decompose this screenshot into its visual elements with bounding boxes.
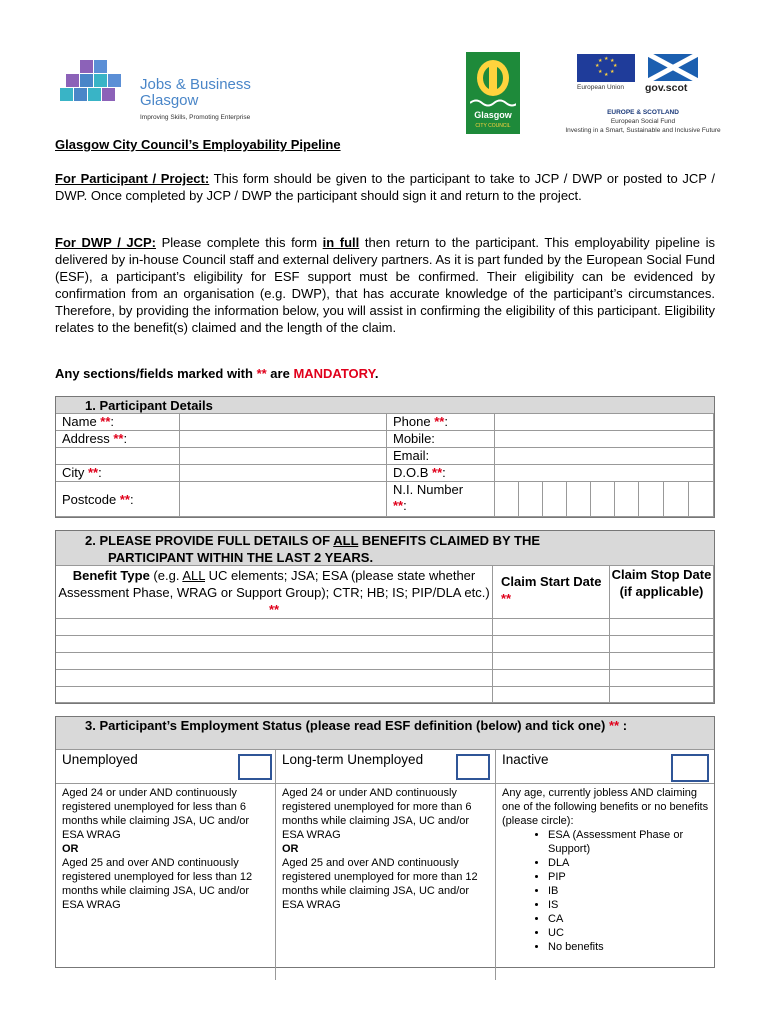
benefits-table xyxy=(55,530,715,704)
dwp-note xyxy=(55,234,715,336)
long-term-heading: Long-term Unemployed xyxy=(276,750,495,784)
mobile-label: Mobile: xyxy=(387,431,495,448)
esf-title: EUROPE & SCOTLAND xyxy=(607,109,679,116)
section-2-title: 2. PLEASE PROVIDE FULL DETAILS OF ALL BENEFITS CLAIMED BY THE PARTICIPANT WITHIN THE LAST 2 YEARS. xyxy=(56,531,714,566)
list-item[interactable]: • PIP xyxy=(548,870,710,884)
grid-logo-icon xyxy=(60,60,122,108)
claim-stop-input[interactable] xyxy=(610,687,714,703)
unemployed-heading: Unemployed xyxy=(56,750,275,784)
claim-stop-input[interactable] xyxy=(610,653,714,670)
long-term-or: OR xyxy=(282,843,299,855)
ni-char-box[interactable] xyxy=(664,482,689,517)
address-label: Address **: xyxy=(56,431,180,448)
ni-char-box[interactable] xyxy=(543,482,567,517)
svg-text:★: ★ xyxy=(598,58,603,64)
claim-start-input[interactable] xyxy=(493,670,610,687)
logo-tagline: Improving Skills, Promoting Enterprise xyxy=(140,114,251,121)
ni-char-box[interactable] xyxy=(639,482,664,517)
unemployed-tick-box[interactable] xyxy=(238,754,272,780)
claim-start-header: Claim Start Date ** xyxy=(493,566,610,619)
esf-line-2: Investing in a Smart, Sustainable and Inclusive Future xyxy=(565,127,721,134)
mandatory-mid: are xyxy=(266,366,294,381)
employment-status-table xyxy=(55,716,715,968)
mobile-input[interactable] xyxy=(495,431,714,448)
svg-text:★: ★ xyxy=(595,63,600,69)
name-input[interactable] xyxy=(180,414,387,431)
email-label: Email: xyxy=(387,448,495,465)
list-item[interactable]: • DLA xyxy=(548,856,710,870)
saltire-icon xyxy=(648,54,698,81)
participant-note xyxy=(55,170,715,204)
mandatory-note xyxy=(55,366,378,381)
email-input[interactable] xyxy=(495,448,714,465)
inactive-heading: Inactive xyxy=(496,750,714,784)
council-logo-sub: CITY COUNCIL xyxy=(475,123,511,129)
dwp-note-emphasis: in full xyxy=(322,235,360,250)
status-columns xyxy=(56,750,714,967)
claim-stop-header: Claim Stop Date (if applicable) xyxy=(610,566,714,619)
dob-label: D.O.B **: xyxy=(387,465,495,482)
gov-scot-label: gov.scot xyxy=(645,82,688,94)
name-label: Name **: xyxy=(56,414,180,431)
postcode-input[interactable] xyxy=(180,482,387,517)
mandatory-stars: ** xyxy=(256,366,267,381)
esf-logo-text xyxy=(548,108,738,135)
city-label: City **: xyxy=(56,465,180,482)
long-term-tick-box[interactable] xyxy=(456,754,490,780)
benefit-type-input[interactable] xyxy=(56,687,493,703)
postcode-label: Postcode **: xyxy=(56,482,180,517)
list-item[interactable]: • IS xyxy=(548,898,710,912)
claim-start-input[interactable] xyxy=(493,687,610,703)
phone-label: Phone **: xyxy=(387,414,495,431)
crest-icon xyxy=(474,58,512,98)
long-term-part-2: Aged 25 and over AND continuously registered unemployed for more than 12 months while claiming JSA, UC and/or ESA WRAG xyxy=(282,857,478,911)
glasgow-city-council-logo xyxy=(466,52,520,134)
status-unemployed xyxy=(56,750,276,980)
status-inactive xyxy=(496,750,714,980)
mandatory-end: . xyxy=(374,366,379,381)
address-input[interactable] xyxy=(180,431,387,448)
dwp-note-label: For DWP / JCP: xyxy=(55,235,157,250)
list-item[interactable]: • No benefits xyxy=(548,940,710,954)
council-logo-name: Glasgow xyxy=(474,110,512,120)
jobs-business-glasgow-logo xyxy=(60,60,280,124)
claim-start-input[interactable] xyxy=(493,619,610,636)
svg-text:★: ★ xyxy=(613,63,618,69)
esf-line-1: European Social Fund xyxy=(610,118,676,125)
benefit-type-header: Benefit Type (e.g. ALL UC elements; JSA; ESA (please state whether Assessment Phase, WRAG or Support Group); CTR; HB; IS; PIP/DLA etc.) ** xyxy=(56,566,493,619)
page-title: Glasgow City Council’s Employability Pipeline xyxy=(55,137,341,152)
list-item[interactable]: • UC xyxy=(548,926,710,940)
inactive-definition xyxy=(496,784,714,954)
dob-input[interactable] xyxy=(495,465,714,482)
participant-note-label: For Participant / Project: xyxy=(55,171,210,186)
logo-line-2: Glasgow xyxy=(140,92,199,109)
ni-char-box[interactable] xyxy=(567,482,591,517)
inactive-intro: Any age, currently jobless AND claiming one of the following benefits or no benefits (please circle): xyxy=(502,787,709,827)
ni-char-box[interactable] xyxy=(519,482,543,517)
svg-text:★: ★ xyxy=(610,69,615,75)
section-1-title: 1. Participant Details xyxy=(56,397,714,414)
city-input[interactable] xyxy=(180,465,387,482)
unemployed-or: OR xyxy=(62,843,79,855)
mandatory-pre: Any sections/fields marked with xyxy=(55,366,257,381)
benefit-type-input[interactable] xyxy=(56,619,493,636)
svg-text:★: ★ xyxy=(598,69,603,75)
claim-start-input[interactable] xyxy=(493,636,610,653)
phone-input[interactable] xyxy=(495,414,714,431)
unemployed-part-2: Aged 25 and over AND continuously registered unemployed for less than 12 months while claiming JSA, UC and/or ESA WRAG xyxy=(62,857,253,911)
svg-text:★: ★ xyxy=(604,72,609,78)
dwp-note-text-2: then return to the participant. This employability pipeline is delivered by in-house Council staff and external delivery partners. As it is part funded by the European Social Fund (ESF), a participant’s eligibility for ESF support must be confirmed. Their eligibility can be evidenced by confirmation from an organisation (e.g. DWP), that has accurate knowledge of the participant’s circumstances. Therefore, by providing the information below, you will assist in confirming the eligibility of this participant. Eligibility relates to the benefit(s) claimed and the length of the claim. xyxy=(55,235,715,335)
benefit-type-input[interactable] xyxy=(56,636,493,653)
long-term-definition xyxy=(276,784,495,912)
eu-flag-icon xyxy=(577,54,635,82)
claim-start-input[interactable] xyxy=(493,653,610,670)
claim-stop-input[interactable] xyxy=(610,619,714,636)
benefit-type-input[interactable] xyxy=(56,653,493,670)
benefit-list xyxy=(502,828,710,954)
status-long-term-unemployed xyxy=(276,750,496,980)
section-3-title: 3. Participant’s Employment Status (please read ESF definition (below) and tick one) ** : xyxy=(56,717,714,750)
participant-note-text: This form should be given to the participant to take to JCP / DWP or posted to JCP / DWP. Once completed by JCP / DWP the participant should sign it and return to the project. xyxy=(55,171,715,203)
list-item[interactable]: • CA xyxy=(548,912,710,926)
logo-line-1: Jobs & Business xyxy=(140,76,251,93)
address-input-2[interactable] xyxy=(180,448,387,465)
eu-label: European Union xyxy=(577,84,624,91)
mandatory-word: MANDATORY xyxy=(293,366,375,381)
ni-char-box[interactable] xyxy=(689,482,714,517)
list-item[interactable]: • ESA (Assessment Phase or Support) xyxy=(548,828,710,856)
claim-stop-input[interactable] xyxy=(610,636,714,653)
dwp-note-text-1: Please complete this form xyxy=(156,235,323,250)
ni-number-label: N.I. Number **: xyxy=(387,482,495,517)
unemployed-part-1: Aged 24 or under AND continuously registered unemployed for less than 6 months while claiming JSA, UC and/or ESA WRAG xyxy=(62,787,250,841)
claim-stop-input[interactable] xyxy=(610,670,714,687)
ni-char-box[interactable] xyxy=(615,482,639,517)
inactive-tick-box[interactable] xyxy=(671,754,709,782)
list-item[interactable]: • IB xyxy=(548,884,710,898)
long-term-part-1: Aged 24 or under AND continuously registered unemployed for more than 6 months while claiming JSA, UC and/or ESA WRAG xyxy=(282,787,472,841)
benefit-type-input[interactable] xyxy=(56,670,493,687)
ni-char-box[interactable] xyxy=(495,482,519,517)
svg-text:★: ★ xyxy=(610,58,615,64)
address-label-2 xyxy=(56,448,180,465)
svg-text:★: ★ xyxy=(604,56,609,62)
ni-char-box[interactable] xyxy=(591,482,615,517)
wave-icon xyxy=(470,98,516,108)
unemployed-definition xyxy=(56,784,275,912)
participant-details-table xyxy=(55,396,715,518)
